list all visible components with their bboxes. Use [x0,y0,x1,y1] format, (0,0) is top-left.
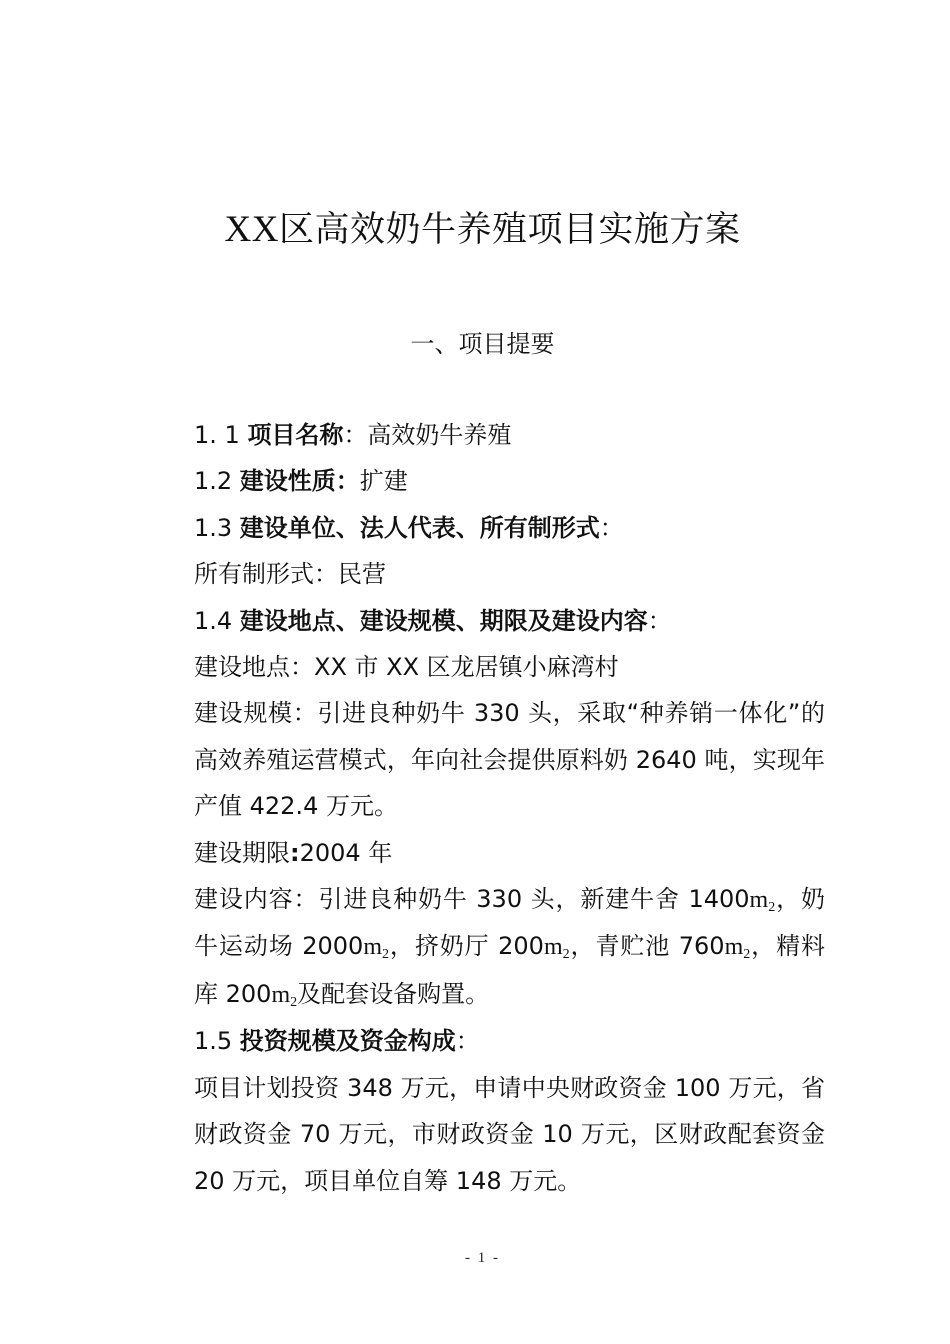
page-number: - 1 - [465,1250,500,1266]
unit-square-meter [543,934,570,963]
item-value: ： [647,606,672,635]
item-number: 1.2 [194,467,240,496]
ownership-line: 所有制形式：民营 [194,560,386,589]
content-text: ，青贮池 760 [569,932,725,961]
content-paragraph [144,876,825,1018]
unit-square-meter [724,934,751,963]
item-value: ： [599,513,624,542]
item-value: ： [455,1027,480,1056]
content-text: ，挤奶厅 200 [388,932,544,961]
location-line: 建设地点：XX 市 XX 区龙居镇小麻湾村 [194,653,619,682]
unit-subscript: 2 [290,994,298,1010]
scale-paragraph: 建设规模：引进良种奶牛 330 头，采取“种养销一体化”的高效养殖运营模式，年向社会提供原料奶 2640 吨，实现年产值 422.4 万元。 [194,699,825,821]
unit-letter: m [271,981,291,1008]
item-value: 扩建 [359,467,408,496]
item-location-scale [144,598,825,644]
document-title [0,206,950,254]
content-text: 建设内容：引进良种奶牛 330 头，新建牛舍 1400 [194,885,750,914]
title-latin: XX [224,209,279,250]
unit-letter: m [543,934,563,961]
content-text: 及配套设备购置。 [297,979,490,1008]
period-line [144,830,825,876]
unit-square-meter [271,982,297,1008]
item-investment [144,1018,825,1064]
section-heading: 一、项目提要 [410,330,555,358]
content-text: ，奶牛运动场 2000 [194,885,825,961]
item-label: 项目名称 [247,421,344,449]
item-label: 建设单位、法人代表、所有制形式 [239,513,600,542]
period-colon: : [290,838,300,867]
item-number: 1.3 [194,513,240,542]
unit-letter: m [749,887,769,914]
period-value: 2004 年 [299,838,393,867]
item-value: ：高效奶牛养殖 [343,421,512,449]
unit-square-meter [749,887,776,916]
title-text: 区高效奶牛养殖项目实施方案 [278,210,741,250]
unit-letter: m [363,934,382,961]
item-label: 投资规模及资金构成 [239,1027,456,1056]
content-text: ，精料库 200 [194,932,826,1008]
unit-subscript: 2 [381,947,389,963]
unit-subscript: 2 [743,947,751,963]
item-construction-unit [144,505,825,551]
item-label: 建设性质： [239,467,360,496]
period-label: 建设期限 [194,838,290,867]
investment-paragraph: 项目计划投资 348 万元，申请中央财政资金 100 万元，省财政资金 70 万元，市财政资金 10 万元，区财政配套资金 20 万元，项目单位自筹 148 万元。 [194,1073,825,1195]
item-construction-nature [144,458,825,504]
document-body [144,412,825,1204]
item-number: 1. 1 [194,421,248,449]
item-number: 1.4 [194,606,240,635]
item-project-name [144,412,825,458]
item-number: 1.5 [194,1027,240,1056]
unit-subscript: 2 [768,900,776,916]
unit-subscript: 2 [562,947,570,963]
unit-letter: m [724,934,744,961]
item-label: 建设地点、建设规模、期限及建设内容 [239,606,648,635]
unit-square-meter [363,934,389,963]
